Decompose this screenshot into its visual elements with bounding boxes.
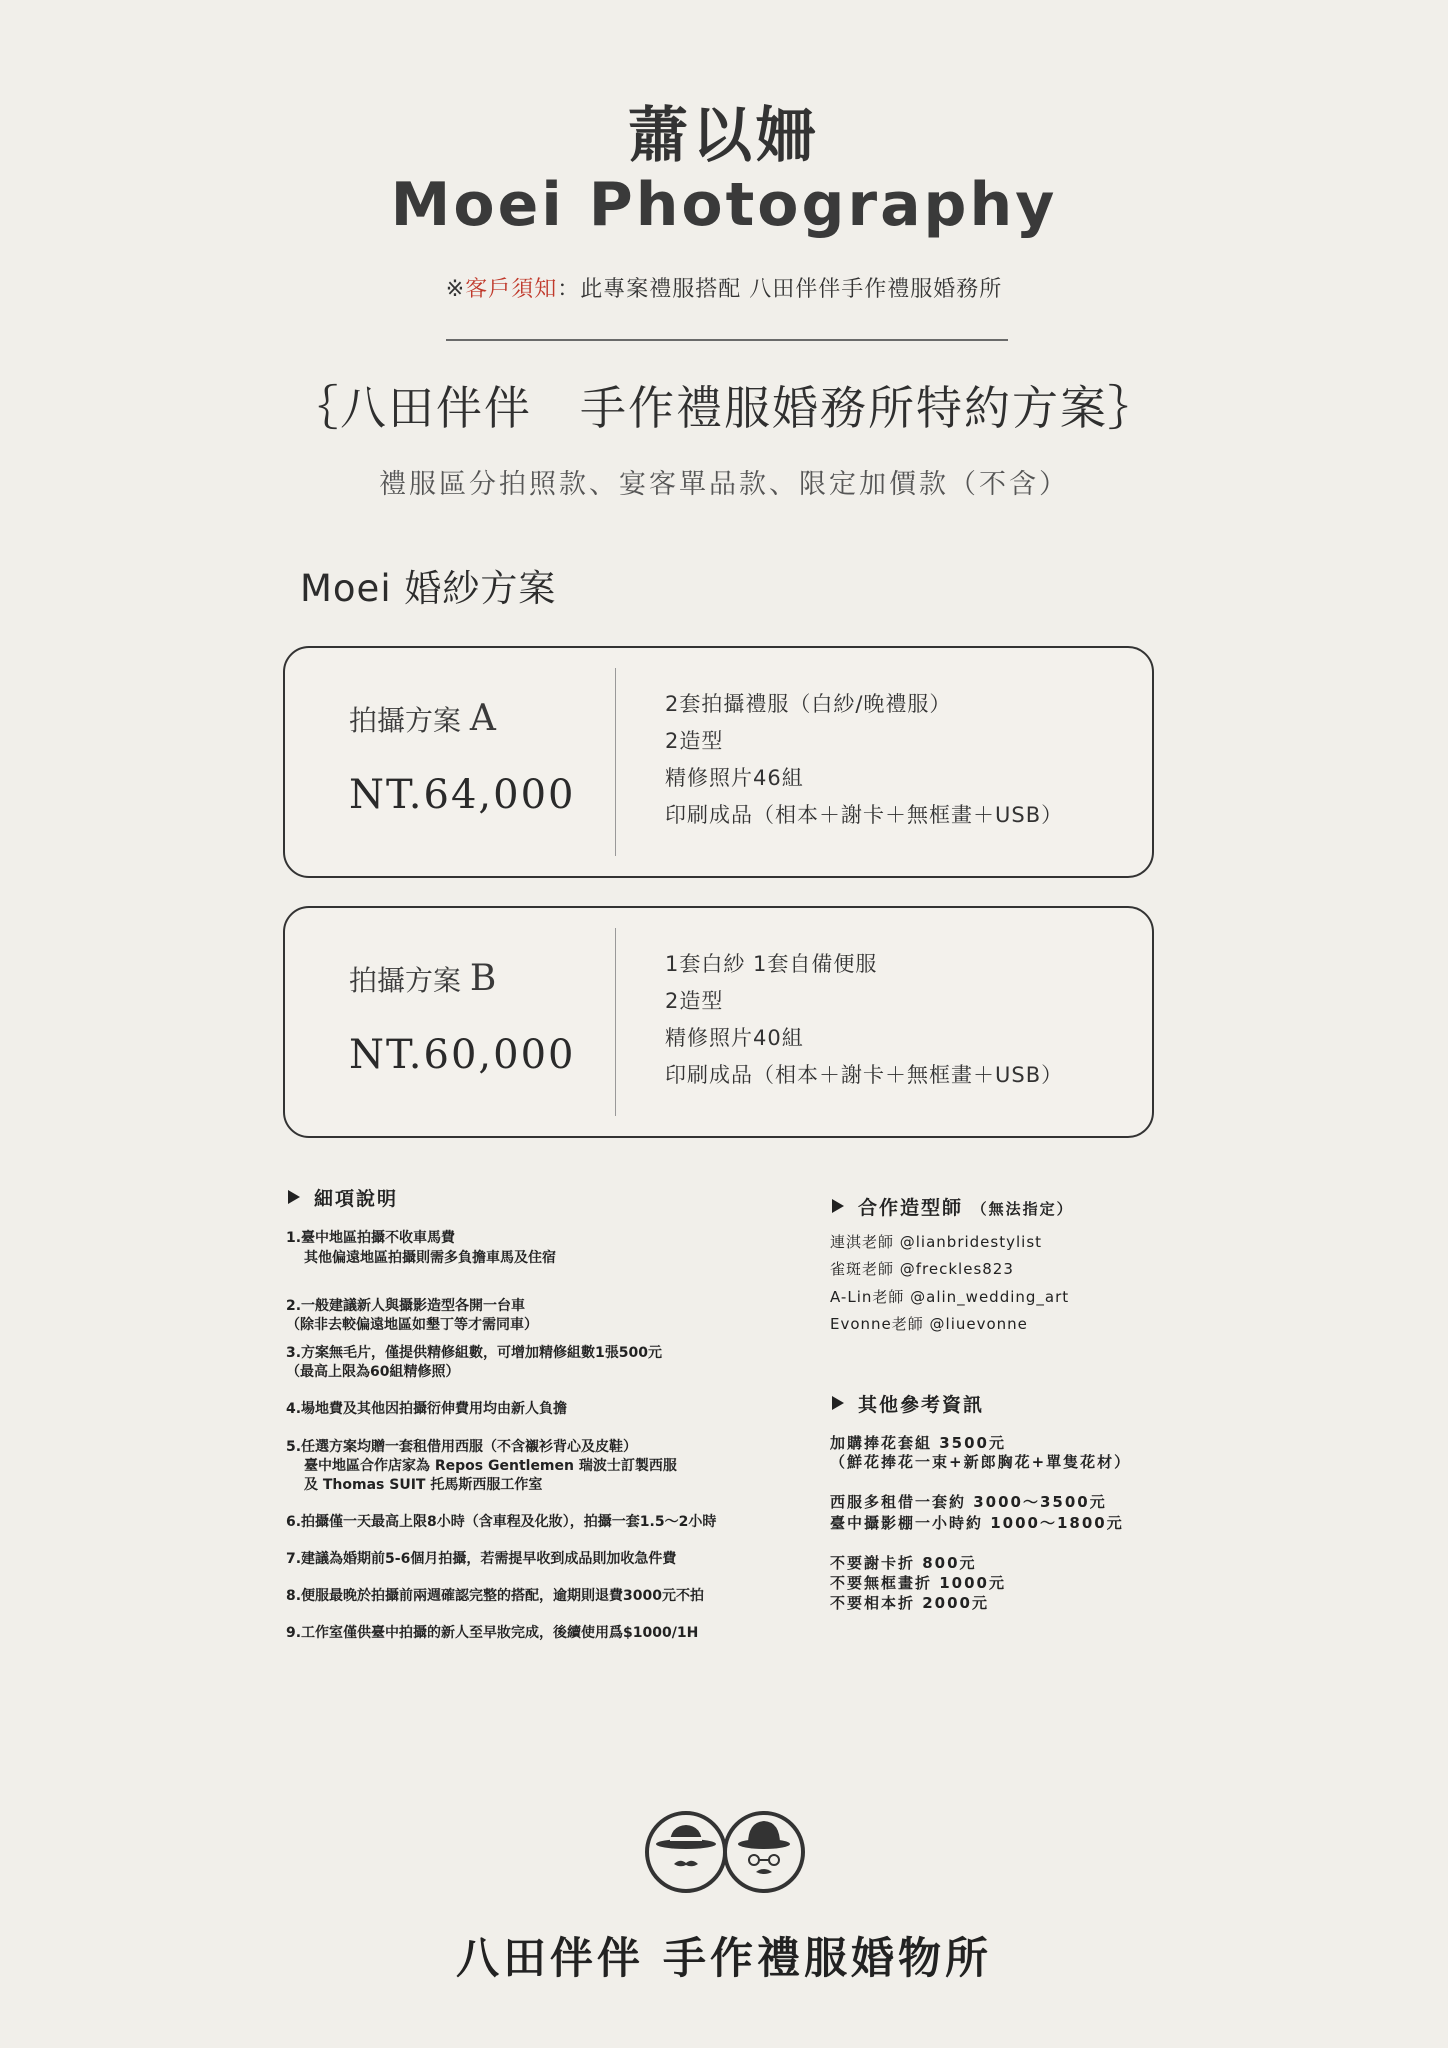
section-title: Moei 婚紗方案 <box>300 567 557 610</box>
card-divider <box>615 668 616 856</box>
plan-card-a <box>283 646 1154 878</box>
plan-subtitle: 禮服區分拍照款、宴客單品款、限定加價款（不含） <box>379 469 1069 500</box>
plan-letter: A <box>469 698 496 739</box>
plan-feature: 2造型 <box>665 989 724 1013</box>
detail-item: 6.拍攝僅一天最高上限8小時（含車程及化妝），拍攝一套1.5～2小時 <box>286 1514 717 1530</box>
plan-title: ｛八田伴伴 手作禮服婚務所特約方案｝ <box>292 381 1156 435</box>
plan-price: NT.64,000 <box>349 772 576 818</box>
detail-item: 4.場地費及其他因拍攝衍伸費用均由新人負擔 <box>286 1401 568 1417</box>
triangle-icon <box>288 1190 300 1204</box>
stylist-item: Evonne老師 @liuevonne <box>830 1315 1028 1333</box>
stylist-item: A-Lin老師 @alin_wedding_art <box>830 1288 1070 1306</box>
stylists-note: （無法指定） <box>971 1200 1074 1218</box>
plan-feature: 精修照片40組 <box>665 1026 804 1050</box>
detail-item: 臺中地區合作店家為 Repos Gentlemen 瑞波士訂製西服 <box>304 1458 677 1474</box>
other-item: 不要相本折 2000元 <box>830 1594 989 1612</box>
notice-text: ：此專案禮服搭配 八田伴伴手作禮服婚務所 <box>557 277 1003 302</box>
footer-brand: 八田伴伴 手作禮服婚物所 <box>456 1934 992 1984</box>
other-item: 不要無框畫折 1000元 <box>830 1574 1006 1592</box>
other-item: 西服多租借一套約 3000～3500元 <box>830 1493 1107 1511</box>
header-divider <box>446 339 1008 341</box>
stylists-heading: 合作造型師 （無法指定） <box>832 1193 1074 1220</box>
plan-letter: B <box>469 958 497 999</box>
plan-feature: 1套白紗 1套自備便服 <box>665 952 878 976</box>
plan-feature: 2造型 <box>665 729 724 753</box>
plan-features <box>665 946 1063 1094</box>
other-item: 臺中攝影棚一小時約 1000～1800元 <box>830 1514 1124 1532</box>
detail-item: 7.建議為婚期前5-6個月拍攝，若需提早收到成品則加收急件費 <box>286 1551 677 1567</box>
stylist-item: 雀斑老師 @freckles823 <box>830 1260 1014 1278</box>
detail-item: 2.一般建議新人與攝影造型各開一台車 <box>286 1298 526 1314</box>
detail-item: （除非去較偏遠地區如墾丁等才需同車） <box>286 1317 538 1333</box>
notice-mark: ※ <box>445 277 466 302</box>
detail-item: 8.便服最晚於拍攝前兩週確認完整的搭配，逾期則退費3000元不拍 <box>286 1588 705 1604</box>
other-item: 不要謝卡折 800元 <box>830 1554 977 1572</box>
other-item: 加購捧花套組 3500元 <box>830 1434 1006 1452</box>
plan-features <box>665 686 1063 834</box>
detail-item: 9.工作室僅供臺中拍攝的新人至早妝完成，後續使用爲$1000/1H <box>286 1625 699 1641</box>
photographer-name-en: Moei Photography <box>390 170 1058 240</box>
stylist-item: 連淇老師 @lianbridestylist <box>830 1233 1043 1251</box>
details-heading: 細項說明 <box>288 1184 398 1211</box>
plan-card-b <box>283 906 1154 1138</box>
triangle-icon <box>832 1199 844 1213</box>
card-divider <box>615 928 616 1116</box>
detail-item: 及 Thomas SUIT 托馬斯西服工作室 <box>304 1477 543 1493</box>
detail-item: 3.方案無毛片，僅提供精修組數，可增加精修組數1張500元 <box>286 1345 663 1361</box>
plan-feature: 2套拍攝禮服（白紗/晚禮服） <box>665 692 952 716</box>
customer-notice <box>0 272 1448 303</box>
plan-name: 拍攝方案 B <box>349 958 497 999</box>
detail-item: 其他偏遠地區拍攝則需多負擔車馬及住宿 <box>304 1250 556 1266</box>
plan-feature: 印刷成品（相本＋謝卡＋無框畫＋USB） <box>665 803 1064 827</box>
notice-label: 客戶須知 <box>465 277 558 302</box>
other-item: （鮮花捧花一束+新郎胸花+單隻花材） <box>830 1453 1132 1471</box>
plan-feature: 精修照片46組 <box>665 766 804 790</box>
photographer-name-cn: 蕭以姍 <box>628 101 820 171</box>
plan-feature: 印刷成品（相本＋謝卡＋無框畫＋USB） <box>665 1063 1064 1087</box>
brand-logo-icon <box>644 1808 806 1902</box>
detail-item: 1.臺中地區拍攝不收車馬費 <box>286 1230 456 1246</box>
other-heading: 其他參考資訊 <box>832 1390 984 1417</box>
plan-price: NT.60,000 <box>349 1032 576 1078</box>
detail-item: 5.任選方案均贈一套租借用西服（不含襯衫背心及皮鞋） <box>286 1439 638 1455</box>
triangle-icon <box>832 1396 844 1410</box>
plan-name: 拍攝方案 A <box>349 698 496 739</box>
detail-item: （最高上限為60組精修照） <box>286 1364 460 1380</box>
